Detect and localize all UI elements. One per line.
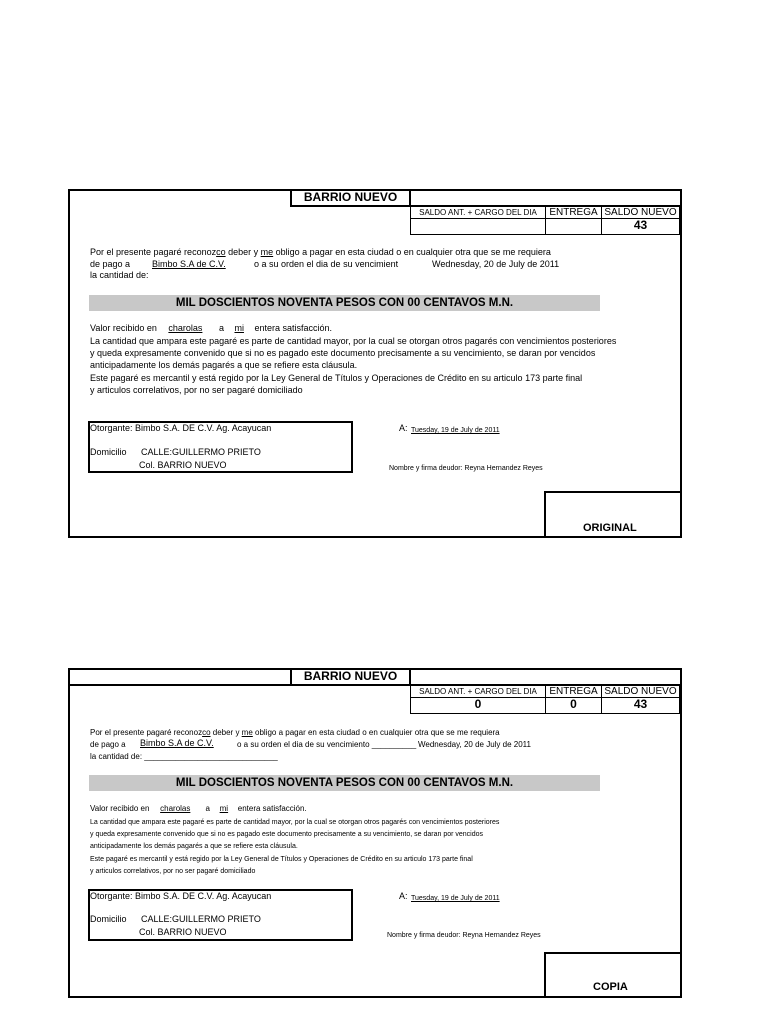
- promise-line-1: Por el presente pagaré reconozco deber y me obligo a pagar en esta ciudad o en cualquier otra que se me requiera: [90, 728, 500, 737]
- clause-1: La cantidad que ampara este pagaré es parte de cantidad mayor, por la cual se otorgan otros pagarés con vencimientos posteriores: [90, 336, 617, 346]
- due-date: Wednesday, 20 de July de 2011: [432, 259, 560, 269]
- issue-date: Tuesday, 19 de July de 2011: [411, 895, 500, 902]
- clause-5: y articulos correlativos, por no ser pagaré domiciliado: [90, 385, 303, 395]
- otorgante: Otorgante: Bimbo S.A. DE C.V. Ag. Acayucan: [90, 891, 272, 901]
- clause-2: y queda expresamente convenido que si no es pagado este documento precisamente a su vencimiento, se daran por vencidos: [90, 831, 484, 838]
- saldo-ant-value: [410, 218, 546, 235]
- col-entrega: ENTREGA: [545, 206, 602, 219]
- domicilio-col: Col. BARRIO NUEVO: [139, 460, 227, 470]
- header-right-box: [409, 189, 682, 207]
- barrio-header: BARRIO NUEVO: [290, 189, 411, 207]
- valor-recibido: Valor recibido en charolas a mi entera satisfacción.: [90, 323, 333, 333]
- saldo-nuevo-value: 43: [601, 697, 680, 714]
- debtor-signature: Nombre y firma deudor: Reyna Hernandez Reyes: [389, 465, 543, 472]
- promise-line-2b: o a su orden el dia de su vencimiento __________: [237, 740, 417, 749]
- seal-label: COPIA: [593, 981, 628, 993]
- domicilio-street: CALLE:GUILLERMO PRIETO: [141, 447, 261, 457]
- clause-5: y articulos correlativos, por no ser pagaré domiciliado: [90, 868, 256, 875]
- clause-1: La cantidad que ampara este pagaré es parte de cantidad mayor, por la cual se otorgan otros pagarés con vencimientos posteriores: [90, 819, 500, 826]
- amount-label: la cantidad de: ______________________________: [90, 752, 278, 761]
- otorgante: Otorgante: Bimbo S.A. DE C.V. Ag. Acayucan: [90, 423, 272, 433]
- col-saldo-nuevo: SALDO NUEVO: [601, 206, 680, 219]
- a-label: A:: [399, 891, 408, 901]
- col-entrega: ENTREGA: [545, 685, 602, 698]
- debtor-signature: Nombre y firma deudor: Reyna Hernandez Reyes: [387, 932, 541, 939]
- amount-label: la cantidad de:: [90, 270, 149, 280]
- due-date: Wednesday, 20 de July de 2011: [418, 740, 531, 749]
- header-right-box: [409, 668, 682, 686]
- domicilio-label: Domicilio: [90, 914, 127, 924]
- promise-line-2b: o a su orden el dia de su vencimient: [254, 259, 399, 269]
- col-saldo-ant: SALDO ANT. + CARGO DEL DIA: [410, 206, 546, 219]
- clause-4: Este pagaré es mercantil y está regido por la Ley General de Títulos y Operaciones de Crédito en su articulo 173 parte final: [90, 856, 473, 863]
- col-saldo-ant: SALDO ANT. + CARGO DEL DIA: [410, 685, 546, 698]
- domicilio-col: Col. BARRIO NUEVO: [139, 927, 227, 937]
- seal-label: ORIGINAL: [583, 522, 637, 534]
- saldo-ant-value: 0: [410, 697, 546, 714]
- entrega-value: [545, 218, 602, 235]
- domicilio-street: CALLE:GUILLERMO PRIETO: [141, 914, 261, 924]
- entrega-value: 0: [545, 697, 602, 714]
- barrio-header: BARRIO NUEVO: [290, 668, 411, 686]
- amount-in-words: MIL DOSCIENTOS NOVENTA PESOS CON 00 CENTAVOS M.N.: [89, 775, 600, 791]
- header-left-box: [68, 668, 292, 686]
- valor-recibido: Valor recibido en charolas a mi entera satisfacción.: [90, 804, 307, 813]
- a-label: A:: [399, 423, 408, 433]
- saldo-nuevo-value: 43: [601, 218, 680, 235]
- domicilio-label: Domicilio: [90, 447, 127, 457]
- payee: Bimbo S.A de C.V.: [152, 259, 226, 269]
- clause-2: y queda expresamente convenido que si no es pagado este documento precisamente a su vencimiento, se daran por vencidos: [90, 348, 596, 358]
- promise-line-2: de pago a: [90, 259, 131, 269]
- clause-3: anticipadamente los demás pagarés a que se refiere esta cláusula.: [90, 843, 298, 850]
- issue-date: Tuesday, 19 de July de 2011: [411, 427, 500, 434]
- payee: Bimbo S.A de C.V.: [140, 738, 214, 748]
- promise-line-2: de pago a: [90, 740, 126, 749]
- col-saldo-nuevo: SALDO NUEVO: [601, 685, 680, 698]
- amount-in-words: MIL DOSCIENTOS NOVENTA PESOS CON 00 CENTAVOS M.N.: [89, 295, 600, 311]
- clause-4: Este pagaré es mercantil y está regido por la Ley General de Títulos y Operaciones de Crédito en su articulo 173 parte final: [90, 373, 583, 383]
- promise-line-1: Por el presente pagaré reconozco deber y me obligo a pagar en esta ciudad o en cualquier otra que se me requiera: [90, 247, 551, 257]
- clause-3: anticipadamente los demás pagarés a que se refiere esta cláusula.: [90, 360, 358, 370]
